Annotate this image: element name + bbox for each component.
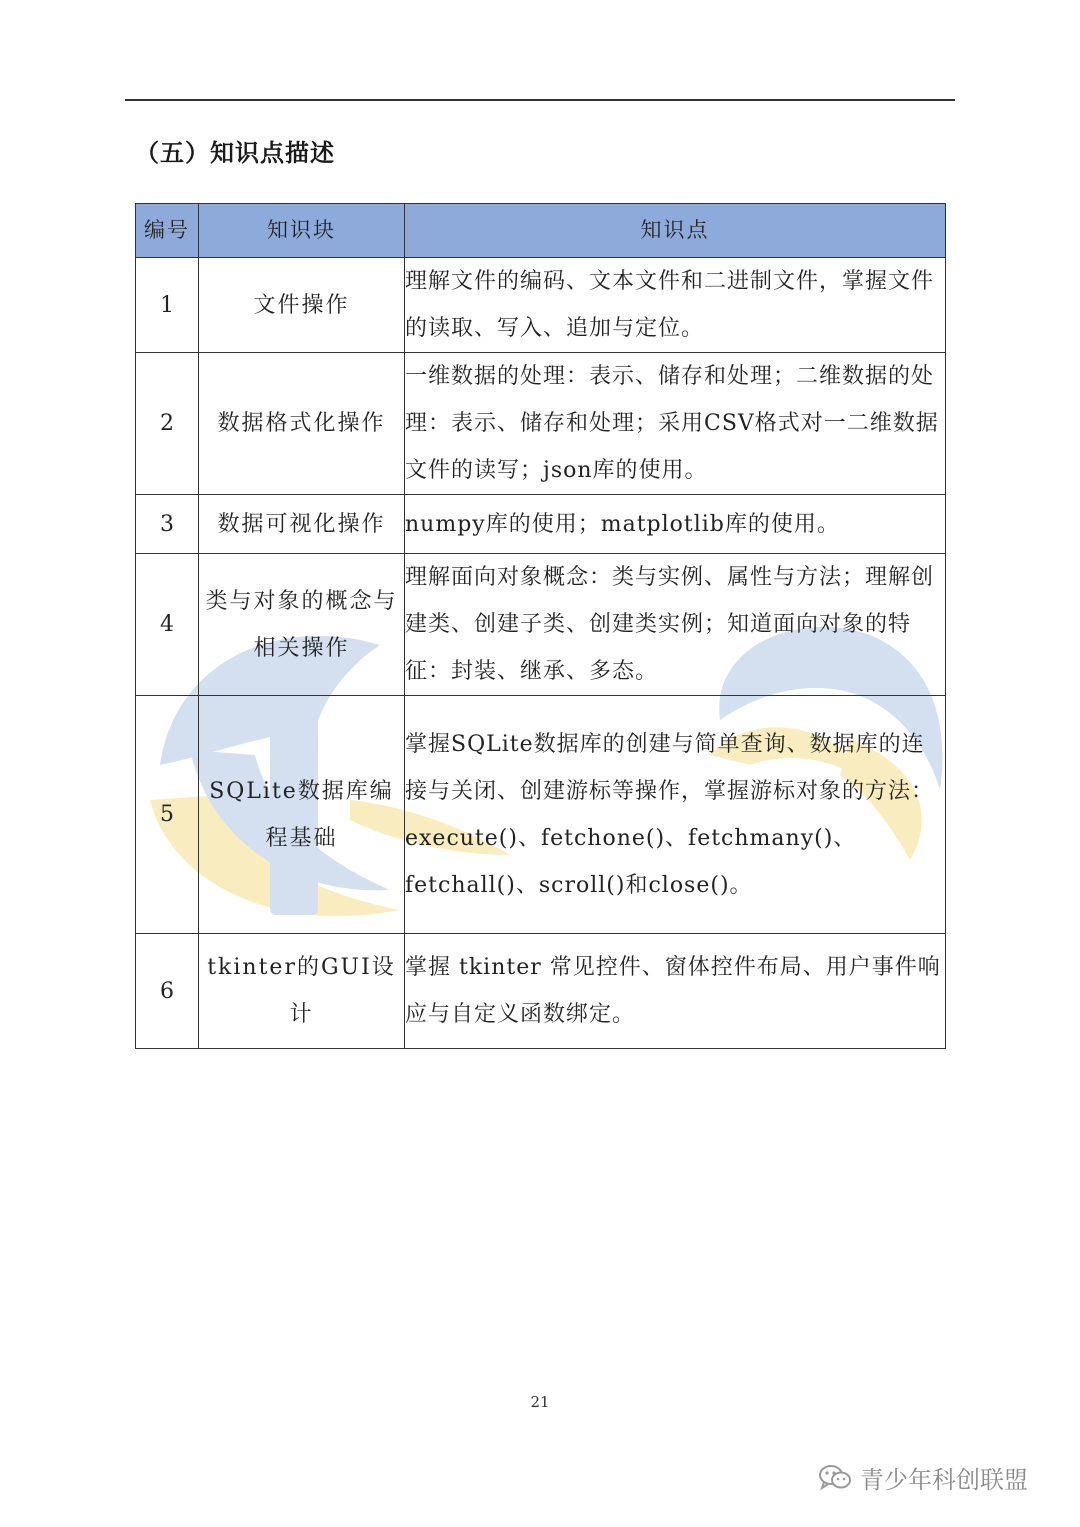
row-number: 6 bbox=[136, 934, 199, 1049]
table-row bbox=[136, 353, 946, 495]
header-number: 编号 bbox=[136, 204, 199, 258]
row-knowledge-point: 理解文件的编码、文本文件和二进制文件，掌握文件的读取、写入、追加与定位。 bbox=[405, 258, 946, 353]
table-row bbox=[136, 554, 946, 696]
table-row bbox=[136, 495, 946, 554]
row-knowledge-block: 文件操作 bbox=[199, 258, 405, 353]
header-rule bbox=[125, 99, 955, 101]
row-number: 5 bbox=[136, 696, 199, 934]
row-knowledge-point: numpy库的使用；matplotlib库的使用。 bbox=[405, 495, 946, 554]
row-knowledge-block: 数据可视化操作 bbox=[199, 495, 405, 554]
row-knowledge-point: 掌握SQLite数据库的创建与简单查询、数据库的连接与关闭、创建游标等操作，掌握游标对象的方法：execute()、fetchone()、fetchmany()、fetchall()、scroll()和close()。 bbox=[405, 696, 946, 934]
row-knowledge-block: SQLite数据库编程基础 bbox=[199, 696, 405, 934]
brand-name: 青少年科创联盟 bbox=[860, 1466, 1028, 1494]
row-number: 3 bbox=[136, 495, 199, 554]
row-number: 1 bbox=[136, 258, 199, 353]
row-knowledge-point: 理解面向对象概念：类与实例、属性与方法；理解创建类、创建子类、创建类实例；知道面向对象的特征：封装、继承、多态。 bbox=[405, 554, 946, 696]
header-knowledge-block: 知识块 bbox=[199, 204, 405, 258]
row-knowledge-block: 类与对象的概念与相关操作 bbox=[199, 554, 405, 696]
header-knowledge-point: 知识点 bbox=[405, 204, 946, 258]
row-number: 4 bbox=[136, 554, 199, 696]
row-knowledge-block: tkinter的GUI设计 bbox=[199, 934, 405, 1049]
wechat-icon bbox=[818, 1463, 852, 1493]
footer-brand bbox=[818, 1460, 1028, 1495]
page-number: 21 bbox=[530, 1393, 550, 1411]
table-row bbox=[136, 258, 946, 353]
row-knowledge-block: 数据格式化操作 bbox=[199, 353, 405, 495]
row-knowledge-point: 掌握 tkinter 常见控件、窗体控件布局、用户事件响应与自定义函数绑定。 bbox=[405, 934, 946, 1049]
row-number: 2 bbox=[136, 353, 199, 495]
table-header-row bbox=[136, 204, 946, 258]
table-row bbox=[136, 696, 946, 934]
section-title: （五）知识点描述 bbox=[135, 139, 335, 167]
knowledge-table bbox=[135, 203, 946, 1049]
table-row bbox=[136, 934, 946, 1049]
row-knowledge-point: 一维数据的处理：表示、储存和处理；二维数据的处理：表示、储存和处理；采用CSV格式对一二维数据文件的读写；json库的使用。 bbox=[405, 353, 946, 495]
